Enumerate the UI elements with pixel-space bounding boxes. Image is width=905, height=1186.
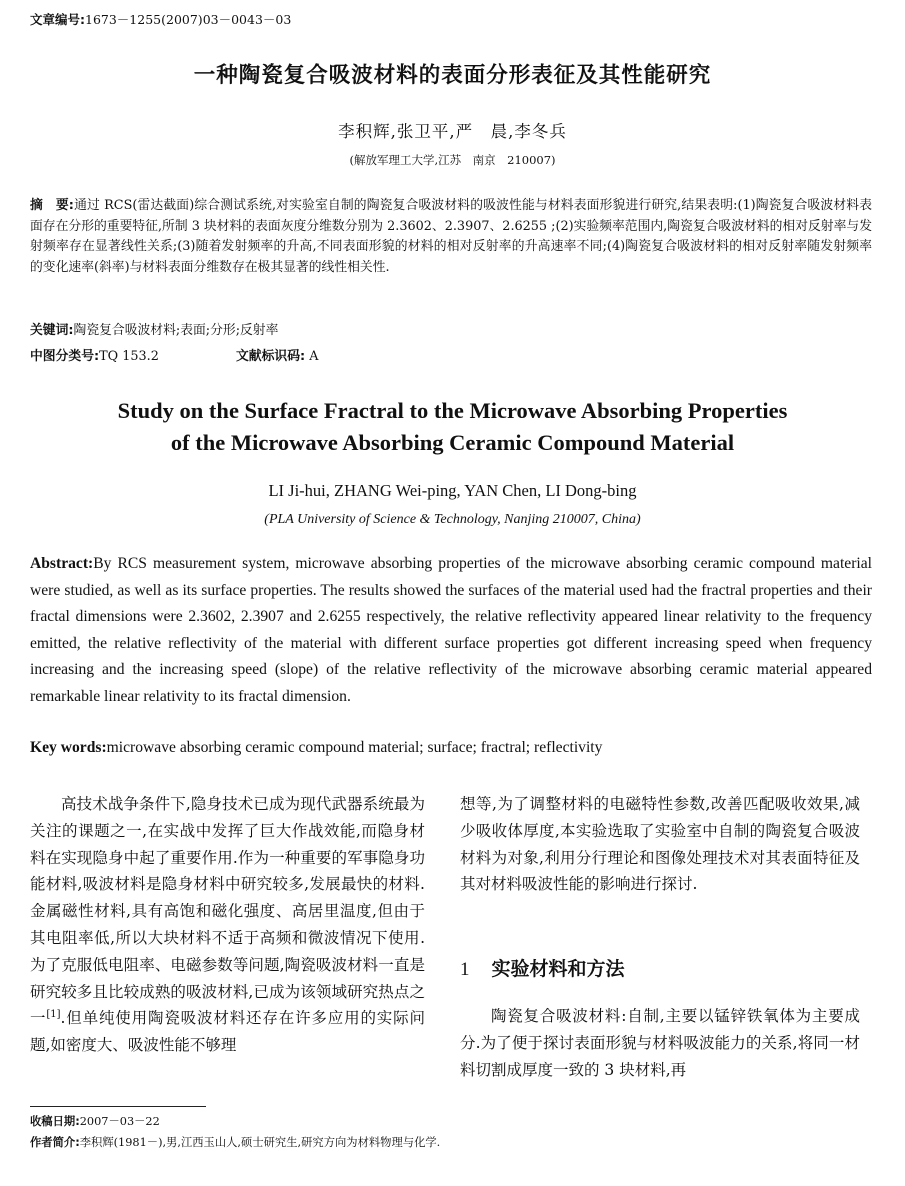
author-bio-label: 作者简介:	[30, 1136, 80, 1149]
keywords-chinese-label: 关键词:	[30, 323, 74, 338]
affiliation-chinese: (解放军理工大学,江苏 南京 210007)	[349, 153, 556, 167]
title-english	[0, 395, 905, 459]
abstract-chinese-label: 摘 要:	[30, 198, 74, 213]
intro-paragraph-a: 高技术战争条件下,隐身技术已成为现代武器系统最为关注的课题之一,在实战中发挥了巨大作战效能,而隐身材料在实现隐身中起了重要作用.作为一种重要的军事隐身功能材料,吸波材料是隐身材料中研究较多,发展最快的材料.金属磁性材料,具有高饱和磁化强度、高居里温度,但由于其电阻率低,所以大块材料不适于高频和微波情况下使用.为了克服低电阻率、电磁参数等问题,陶瓷吸波材料一直是研究较多且比较成熟的吸波材料,已成为该领域研究热点之一	[30, 795, 425, 1028]
keywords-english-text: microwave absorbing ceramic compound material; surface; fractral; reflectivity	[106, 739, 603, 756]
body-right-paragraph-1: 想等,为了调整材料的电磁特性参数,改善匹配吸收效果,减少吸收体厚度,本实验选取了实验室中自制的陶瓷复合吸波材料为对象,利用分行理论和图像处理技术对其表面特征及其对材料吸波性能的影响进行探讨.	[460, 795, 860, 894]
abstract-english	[30, 551, 872, 710]
article-number-label: 文章编号:	[30, 12, 85, 27]
keywords-english-label: Key words:	[30, 739, 107, 756]
clc-value: TQ 153.2	[99, 349, 159, 364]
article-number-value: 1673－1255(2007)03－0043－03	[85, 12, 292, 27]
abstract-chinese	[30, 196, 872, 278]
intro-paragraph-b: .但单纯使用陶瓷吸波材料还存在许多应用的实际问题,如密度大、吸波性能不够理	[30, 1009, 425, 1055]
abstract-english-text: By RCS measurement system, microwave absorbing properties of the microwave absorbing ceramic compound material were studied, as well as its surface properties. The results showed the surfaces of the material used had the fractral properties and their fractal dimensions were 2.3602, 2.3907 and 2.6255 respectively, the relative reflectivity appeared linear relativity to the frequency emitted, the relative reflectivity of the material with different surface properties got different increasing speed when frequency increasing and the increasing speed (slope) of the relative reflectivity of the microwave absorbing ceramic material appeared remarkable linear relativity to its fractal dimension.	[30, 555, 872, 705]
document-code-label: 文献标识码:	[236, 349, 306, 364]
author-bio-value: 李积辉(1981－),男,江西玉山人,硕士研究生,研究方向为材料物理与化学.	[79, 1136, 441, 1149]
section-heading	[460, 954, 625, 981]
affiliation-english: (PLA University of Science & Technology, Nanjing 210007, China)	[264, 512, 641, 527]
title-english-line2: of the Microwave Absorbing Ceramic Compound Material	[170, 430, 735, 455]
section-title: 实验材料和方法	[491, 958, 625, 980]
citation-ref[interactable]: [1]	[46, 1009, 61, 1021]
footnote-divider	[30, 1106, 206, 1107]
section-number: 1	[460, 959, 470, 980]
authors-chinese: 李积辉,张卫平,严 晨,李冬兵	[338, 122, 567, 141]
clc-label: 中图分类号:	[30, 349, 100, 364]
keywords-chinese-text: 陶瓷复合吸波材料;表面;分形;反射率	[73, 323, 279, 338]
received-label: 收稿日期:	[30, 1115, 80, 1128]
authors-english: LI Ji-hui, ZHANG Wei-ping, YAN Chen, LI Dong-bing	[268, 481, 637, 500]
abstract-chinese-text: 通过 RCS(雷达截面)综合测试系统,对实验室自制的陶瓷复合吸波材料的吸波性能与材料表面形貌进行研究,结果表明:(1)陶瓷复合吸波材料表面存在分形的重要特征,所制 3 块材料的表面灰度分维数分别为 2.3602、2.3907、2.6255 ;(2)实验频率范围内,陶瓷复合吸波材料的相对反射率与发射频率存在显著线性关系;(3)随着发射频率的升高,不同表面形貌的材料的相对反射率的升高速率不同;(4)陶瓷复合吸波材料的相对反射率随发射频率的变化速率(斜率)与材料表面分维数存在极其显著的线性相关性.	[30, 198, 872, 275]
document-code	[236, 345, 318, 364]
title-chinese: 一种陶瓷复合吸波材料的表面分形表征及其性能研究	[193, 63, 712, 88]
abstract-english-label: Abstract:	[30, 555, 94, 572]
body-left-column	[30, 791, 425, 1059]
document-code-value: A	[309, 349, 319, 364]
article-number	[30, 10, 291, 28]
title-english-line1: Study on the Surface Fractral to the Microwave Absorbing Properties	[117, 398, 788, 423]
keywords-chinese	[30, 319, 278, 338]
received-value: 2007－03－22	[79, 1115, 160, 1128]
keywords-english	[30, 739, 602, 757]
clc-code	[30, 349, 159, 364]
footnote-received	[30, 1113, 160, 1129]
footnote-author	[30, 1134, 440, 1150]
body-right-paragraph-2: 陶瓷复合吸波材料:自制,主要以锰锌铁氧体为主要成分.为了便于探讨表面形貌与材料吸波能力的关系,将同一材料切割成厚度一致的 3 块材料,再	[460, 1007, 860, 1079]
classification-row	[30, 345, 730, 364]
